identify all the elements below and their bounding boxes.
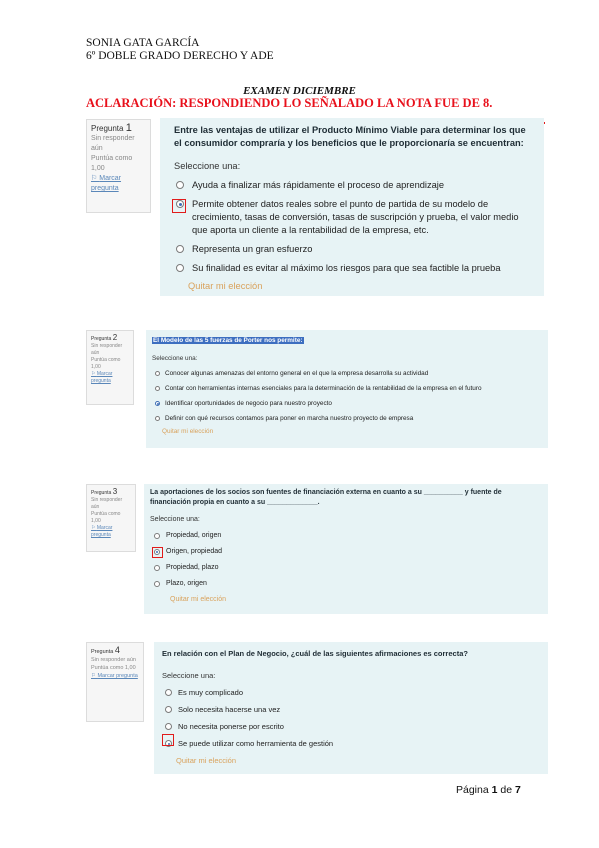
question-text: Entre las ventajas de utilizar el Producto Mínimo Viable para determinar los que el consumidor compraría y los beneficios que le proporcionaría se encuentran: (174, 125, 526, 148)
question-info-3 (86, 484, 136, 552)
clear-choice-link[interactable]: Quitar mi elección (188, 281, 263, 291)
radio-button[interactable] (165, 706, 172, 713)
option-label: Contar con herramientas internas esenciales para la determinación de la rentabilidad de la empresa en el futuro (165, 385, 482, 392)
answer-option[interactable] (162, 721, 542, 732)
question-label: Pregunta (91, 649, 114, 655)
selection-highlight-box (172, 199, 186, 213)
question-panel-1 (160, 118, 544, 296)
question-text-wrap (152, 336, 542, 345)
flag-icon: ⚐ (91, 673, 98, 679)
question-label: Pregunta (91, 336, 112, 342)
question-number-1 (91, 123, 146, 134)
flag-question-link[interactable] (91, 525, 131, 539)
answer-option[interactable] (174, 198, 534, 237)
option-label: Solo necesita hacerse una vez (178, 705, 281, 714)
question-points: Puntúa como 1,00 (91, 155, 133, 172)
option-label: Ayuda a finalizar más rápidamente el proceso de aprendizaje (192, 180, 445, 190)
page-total: 7 (515, 784, 521, 796)
question-status: Sin responder aún (91, 497, 123, 510)
radio-button[interactable] (155, 416, 160, 421)
flag-question-link[interactable] (91, 371, 129, 385)
instruction-text: Seleccione una: (162, 671, 216, 680)
question-text: El Modelo de las 5 fuerzas de Porter nos permite: (153, 337, 303, 344)
question-number: 1 (125, 122, 132, 134)
question-points: Puntúa como 1,00 (91, 511, 121, 524)
option-label: Propiedad, origen (166, 532, 222, 539)
answer-option[interactable] (174, 243, 534, 256)
flag-question-link[interactable] (91, 174, 146, 194)
question-number: 4 (114, 645, 120, 655)
question-label: Pregunta (91, 490, 112, 496)
radio-button[interactable] (154, 533, 160, 539)
student-header (86, 37, 274, 63)
radio-button[interactable] (155, 371, 160, 376)
student-course: 6º DOBLE GRADO DERECHO Y ADE (86, 50, 274, 62)
radio-button[interactable] (165, 689, 172, 696)
student-name: SONIA GATA GARCÍA (86, 37, 200, 49)
clear-choice-link[interactable]: Quitar mi elección (170, 596, 227, 603)
answer-option[interactable] (162, 738, 542, 749)
question-points: Puntúa como 1,00 (91, 357, 121, 370)
question-status: Sin responder aún (91, 343, 123, 356)
radio-button[interactable] (155, 401, 160, 406)
question-text: La aportaciones de los socios son fuentes de financiación externa en cuanto a su __________ y fuente de financiación propia en cuanto a su _____________. (150, 489, 502, 506)
flag-icon: ⚐ (91, 525, 97, 531)
radio-button[interactable] (155, 386, 160, 391)
instruction-text: Seleccione una: (150, 516, 200, 523)
question-panel-2 (146, 330, 548, 448)
flag-label: Marcar pregunta (91, 371, 113, 384)
flag-label: Marcar pregunta (97, 673, 138, 679)
question-status: Sin responder aún (91, 135, 135, 152)
question-panel-3 (144, 484, 548, 614)
page-prefix: Página (456, 784, 489, 796)
question-number: 3 (112, 487, 118, 496)
answer-option[interactable] (150, 563, 542, 573)
option-label: Su finalidad es evitar al máximo los riesgos para que sea factible la prueba (192, 263, 501, 273)
instruction-text: Seleccione una: (174, 161, 241, 171)
question-number-4 (91, 646, 139, 656)
question-info-2 (86, 330, 134, 405)
radio-button[interactable] (154, 565, 160, 571)
page-of: de (500, 784, 513, 796)
clear-choice-link[interactable]: Quitar mi elección (162, 428, 214, 435)
option-label: Definir con qué recursos contamos para poner en marcha nuestro proyecto de empresa (165, 415, 414, 422)
answer-option[interactable] (150, 531, 542, 541)
answer-option[interactable] (152, 414, 542, 423)
radio-button[interactable] (154, 581, 160, 587)
answer-option[interactable] (174, 179, 534, 192)
radio-button[interactable] (165, 723, 172, 730)
flag-label: Marcar pregunta (91, 525, 113, 538)
option-label: Plazo, origen (166, 580, 207, 587)
flag-label: Marcar pregunta (91, 175, 122, 192)
question-info-4 (86, 642, 144, 722)
question-points: Puntúa como 1,00 (91, 665, 136, 671)
answer-option[interactable] (162, 704, 542, 715)
question-text: En relación con el Plan de Negocio, ¿cuál de las siguientes afirmaciones es correcta? (162, 649, 468, 658)
option-label: Se puede utilizar como herramienta de gestión (178, 739, 334, 748)
question-status: Sin responder aún (91, 657, 136, 663)
option-label: No necesita ponerse por escrito (178, 722, 284, 731)
option-label: Propiedad, plazo (166, 564, 219, 571)
selection-highlight-box (162, 734, 174, 746)
instruction-text: Seleccione una: (152, 355, 198, 362)
option-label: Origen, propiedad (166, 548, 223, 555)
answer-option[interactable] (152, 369, 542, 378)
radio-button[interactable] (176, 264, 184, 272)
question-panel-4 (154, 642, 548, 774)
flag-icon: ⚐ (91, 371, 97, 377)
flag-icon: ⚐ (91, 175, 100, 182)
selection-highlight-box (152, 547, 163, 558)
option-label: Conocer algunas amenazas del entorno general en el que la empresa desarrolla su actividad (165, 370, 429, 377)
clear-choice-link[interactable]: Quitar mi elección (176, 756, 237, 765)
answer-option[interactable] (150, 547, 542, 557)
question-number: 2 (112, 333, 118, 342)
option-label: Representa un gran esfuerzo (192, 244, 313, 254)
question-number-3 (91, 488, 131, 497)
answer-option[interactable] (174, 262, 534, 275)
option-label: Es muy complicado (178, 688, 244, 697)
radio-button[interactable] (176, 181, 184, 189)
page-number: 1 (491, 784, 498, 796)
option-label: Permite obtener datos reales sobre el punto de partida de su modelo de crecimiento, tasas de conversión, tasas de suscripción y prueba, el valor medio que aporta un cliente a la rentabilidad de la empresa, etc. (192, 199, 519, 235)
answer-option[interactable] (162, 687, 542, 698)
answer-option[interactable] (150, 579, 542, 589)
option-label: Identificar oportunidades de negocio para nuestro proyecto (165, 400, 332, 407)
question-info-1 (86, 119, 151, 213)
clarification-note: ACLARACIÓN: RESPONDIENDO LO SEÑALADO LA NOTA FUE DE 8. (86, 96, 493, 110)
question-number-2 (91, 334, 129, 343)
answer-option[interactable] (152, 399, 542, 408)
question-label: Pregunta (91, 124, 124, 133)
flag-question-link[interactable] (91, 672, 139, 680)
exam-title: EXAMEN DICIEMBRE (243, 85, 356, 97)
radio-button[interactable] (176, 245, 184, 253)
page-footer (456, 784, 521, 796)
answer-option[interactable] (152, 384, 542, 393)
